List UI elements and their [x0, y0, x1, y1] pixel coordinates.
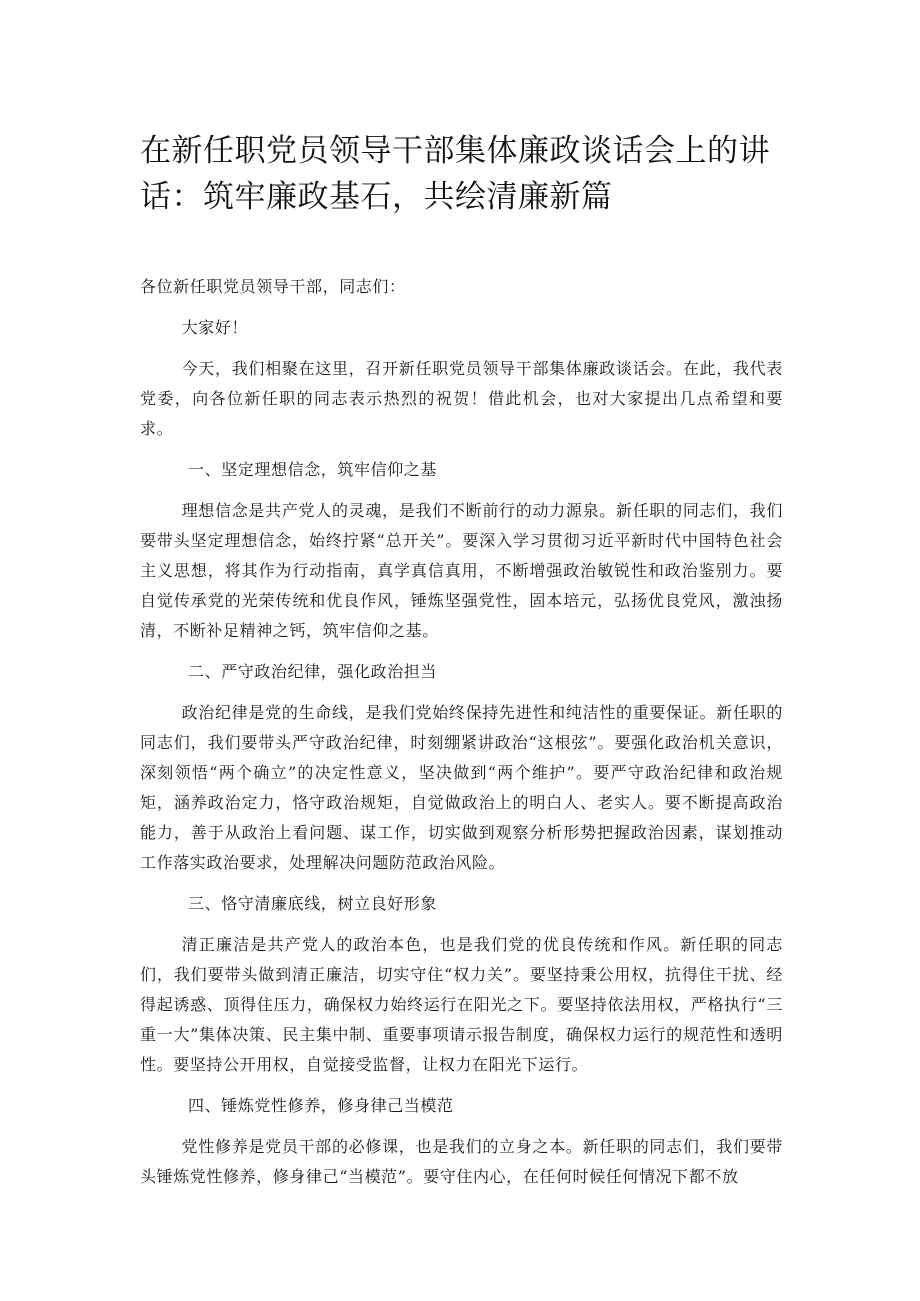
document-body [140, 272, 783, 1203]
intro-paragraph: 今天，我们相聚在这里，召开新任职党员领导干部集体廉政谈话会。在此，我代表党委，向各位新任职的同志表示热烈的祝贺！借此机会，也对大家提出几点希望和要求。 [140, 359, 783, 438]
section-heading-1: 一、坚定理想信念，筑牢信仰之基 [188, 460, 438, 479]
section-paragraph-4: 党性修养是党员干部的必修课，也是我们的立身之本。新任职的同志们，我们要带头锤炼党性修养，修身律己“当模范”。要守住内心，在任何时候任何情况下都不放 [140, 1137, 783, 1186]
section-heading-3: 三、恪守清廉底线，树立良好形象 [188, 894, 438, 913]
greeting: 大家好！ [181, 318, 248, 337]
section-heading-4: 四、锤炼党性修养，修身律己当模范 [188, 1096, 454, 1115]
section-paragraph-3: 清正廉洁是共产党人的政治本色，也是我们党的优良传统和作风。新任职的同志们，我们要带头做到清正廉洁，切实守住“权力关”。要坚持秉公用权，抗得住干扰、经得起诱惑、顶得住压力，确保权力始终运行在阳光之下。要坚持依法用权，严格执行“三重一大”集体决策、民主集中制、重要事项请示报告制度，确保权力运行的规范性和透明性。要坚持公开用权，自觉接受监督，让权力在阳光下运行。 [140, 935, 783, 1074]
document-title: 在新任职党员领导干部集体廉政谈话会上的讲话：筑牢廉政基石，共绘清廉新篇 [140, 133, 770, 215]
section-paragraph-1: 理想信念是共产党人的灵魂，是我们不断前行的动力源泉。新任职的同志们，我们要带头坚定理想信念，始终拧紧“总开关”。要深入学习贯彻习近平新时代中国特色社会主义思想，将其作为行动指南，真学真信真用，不断增强政治敏锐性和政治鉴别力。要自觉传承党的光荣传统和优良作风，锤炼坚强党性，固本培元，弘扬优良党风，激浊扬清，不断补足精神之钙，筑牢信仰之基。 [140, 501, 783, 640]
section-heading-2: 二、严守政治纪律，强化政治担当 [188, 662, 438, 681]
section-paragraph-2: 政治纪律是党的生命线，是我们党始终保持先进性和纯洁性的重要保证。新任职的同志们，我们要带头严守政治纪律，时刻绷紧讲政治“这根弦”。要强化政治机关意识，深刻领悟“两个确立”的决定性意义，坚决做到“两个维护”。要严守政治纪律和政治规矩，涵养政治定力，恪守政治规矩，自觉做政治上的明白人、老实人。要不断提高政治能力，善于从政治上看问题、谋工作，切实做到观察分析形势把握政治因素，谋划推动工作落实政治要求，处理解决问题防范政治风险。 [140, 703, 783, 872]
salutation: 各位新任职党员领导干部，同志们： [140, 277, 406, 296]
